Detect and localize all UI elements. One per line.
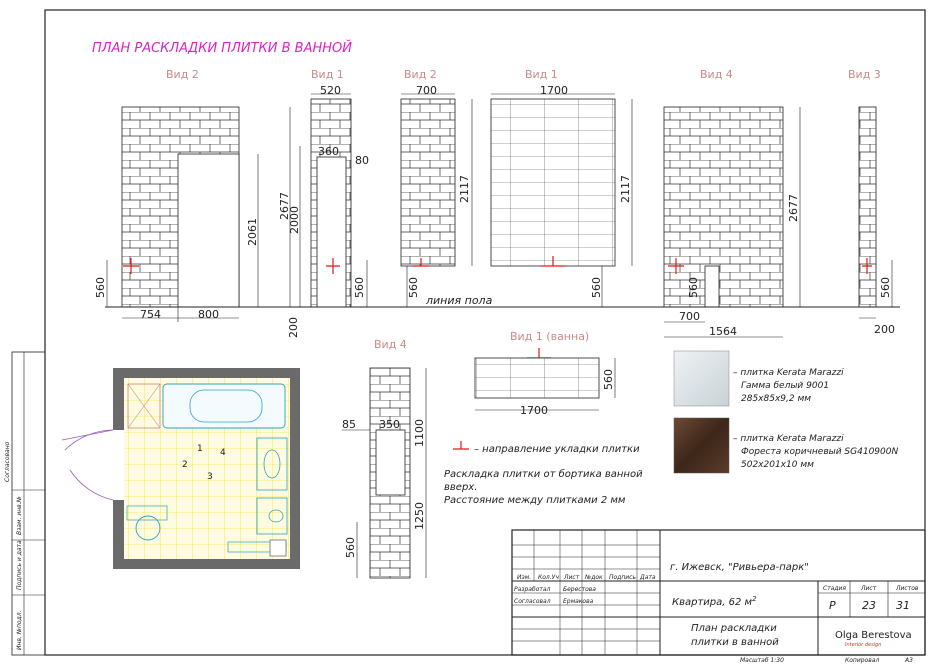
tb-h1: Изм. <box>517 574 532 581</box>
dim-1250: 1250 <box>413 502 426 530</box>
floor-line-label: линия пола <box>426 294 493 307</box>
stamp-1: Согласовано <box>4 441 11 482</box>
tb-sheet-title-2: плитки в ванной <box>691 637 779 648</box>
direction-legend-icon <box>453 441 469 449</box>
dim-700-a: 700 <box>416 84 437 97</box>
tb-stage: Р <box>829 599 836 612</box>
dim-1564: 1564 <box>709 325 737 338</box>
tb-footer-scale: Масштаб 1:30 <box>740 657 784 664</box>
tb-address: г. Ижевск, "Ривьера-парк" <box>670 562 809 573</box>
tb-logo-sub: Interior design <box>845 642 882 648</box>
tb-role-2: Согласовал <box>514 598 551 605</box>
tile1-line2: Гамма белый 9001 <box>741 381 830 391</box>
dim-560-g: 560 <box>344 537 357 558</box>
direction-legend-text: – направление укладки плитки <box>474 444 640 455</box>
tb-col-label-2: Лист <box>861 585 877 592</box>
wall-elevation-1 <box>107 107 258 322</box>
tb-h2: Кол.Уч <box>538 574 559 581</box>
dim-800: 800 <box>198 308 219 321</box>
tb-logo: Olga Berestova <box>835 630 912 641</box>
dim-2677-b: 2677 <box>787 194 800 222</box>
plan-num-4: 4 <box>220 448 226 458</box>
dim-2117-a: 2117 <box>458 175 471 203</box>
view-label-1: Вид 2 <box>166 68 199 81</box>
tb-footer-copy: Копировал <box>845 657 880 664</box>
tb-h3: Лист <box>564 574 580 581</box>
tb-name-2: Ермакова <box>563 598 594 605</box>
tile1-line1: – плитка Kerata Marazzi <box>733 368 844 378</box>
dim-1100: 1100 <box>413 419 426 447</box>
dim-560-e: 560 <box>687 277 700 298</box>
dim-560-d: 560 <box>590 277 603 298</box>
wall-elevation-5 <box>664 107 800 337</box>
tb-object: Квартира, 62 $м^2$ <box>672 595 757 608</box>
view-label-3: Вид 2 <box>404 68 437 81</box>
tile2-line2: Фореста коричневый SG410900N <box>741 447 899 457</box>
dim-200-a: 200 <box>287 317 300 338</box>
dim-2677-a: 2677 <box>278 192 291 220</box>
drawing-title: ПЛАН РАСКЛАДКИ ПЛИТКИ В ВАННОЙ <box>92 41 352 56</box>
dim-560-c: 560 <box>407 277 420 298</box>
note-1: Раскладка плитки от бортика ванной <box>444 469 643 480</box>
tb-h5: Подпись <box>609 574 636 581</box>
dim-560-a: 560 <box>94 277 107 298</box>
view-label-5: Вид 4 <box>700 68 733 81</box>
dim-1700-a: 1700 <box>540 84 568 97</box>
dim-520: 520 <box>320 84 341 97</box>
brown-tile-swatch <box>674 418 729 473</box>
plan-num-3: 3 <box>207 472 213 482</box>
view-label-2: Вид 1 <box>311 68 344 81</box>
plan-num-1: 1 <box>197 444 203 454</box>
stamp-3: Подпись и дата <box>16 540 23 590</box>
wall-elevation-4 <box>491 94 632 307</box>
tile1-line3: 285х85х9,2 мм <box>741 394 812 404</box>
bathroom-floor-plan <box>62 368 300 569</box>
dim-754: 754 <box>140 308 161 321</box>
dim-700-b: 700 <box>679 310 700 323</box>
view-label-4: Вид 1 <box>525 68 558 81</box>
tb-footer-format: А3 <box>905 657 913 664</box>
dim-360: 360 <box>318 145 339 158</box>
note-2: вверх. <box>444 482 478 493</box>
dim-200-b: 200 <box>874 323 895 336</box>
dim-85: 85 <box>342 418 356 431</box>
dim-80: 80 <box>355 154 369 167</box>
bath-elevation <box>475 358 615 410</box>
dim-560-h: 560 <box>602 369 615 390</box>
dim-350: 350 <box>379 418 400 431</box>
stamp-4: Инв. №подл. <box>16 610 23 650</box>
dim-2061: 2061 <box>246 218 259 246</box>
tb-role-1: Разработал <box>514 586 551 593</box>
tb-h4: №док <box>585 574 603 581</box>
dim-2000: 2000 <box>288 206 301 234</box>
view-label-8: Вид 1 (ванна) <box>510 330 590 343</box>
tb-sheet-title-1: План раскладки <box>691 623 777 634</box>
tile2-line1: – плитка Kerata Marazzi <box>733 434 844 444</box>
tb-sheets: 31 <box>896 599 910 612</box>
tb-col-label-3: Листов <box>896 585 919 592</box>
tb-h6: Дата <box>640 574 656 581</box>
white-tile-swatch <box>674 351 729 406</box>
dim-560-f: 560 <box>879 277 892 298</box>
tb-sheet: 23 <box>862 599 876 612</box>
view-label-6: Вид 3 <box>848 68 881 81</box>
plan-num-2: 2 <box>182 460 188 470</box>
wall-elevation-2 <box>290 94 367 307</box>
tb-col-label-1: Стадия <box>823 585 847 592</box>
tb-name-1: Берестова <box>563 586 596 593</box>
tile2-line3: 502х201х10 мм <box>741 460 814 470</box>
dim-1700-b: 1700 <box>520 404 548 417</box>
note-3: Расстояние между плитками 2 мм <box>444 495 626 506</box>
stamp-2: Взам. инв.№ <box>16 496 23 535</box>
dim-2117-b: 2117 <box>619 175 632 203</box>
view-label-7: Вид 4 <box>374 338 407 351</box>
dim-560-b: 560 <box>353 277 366 298</box>
